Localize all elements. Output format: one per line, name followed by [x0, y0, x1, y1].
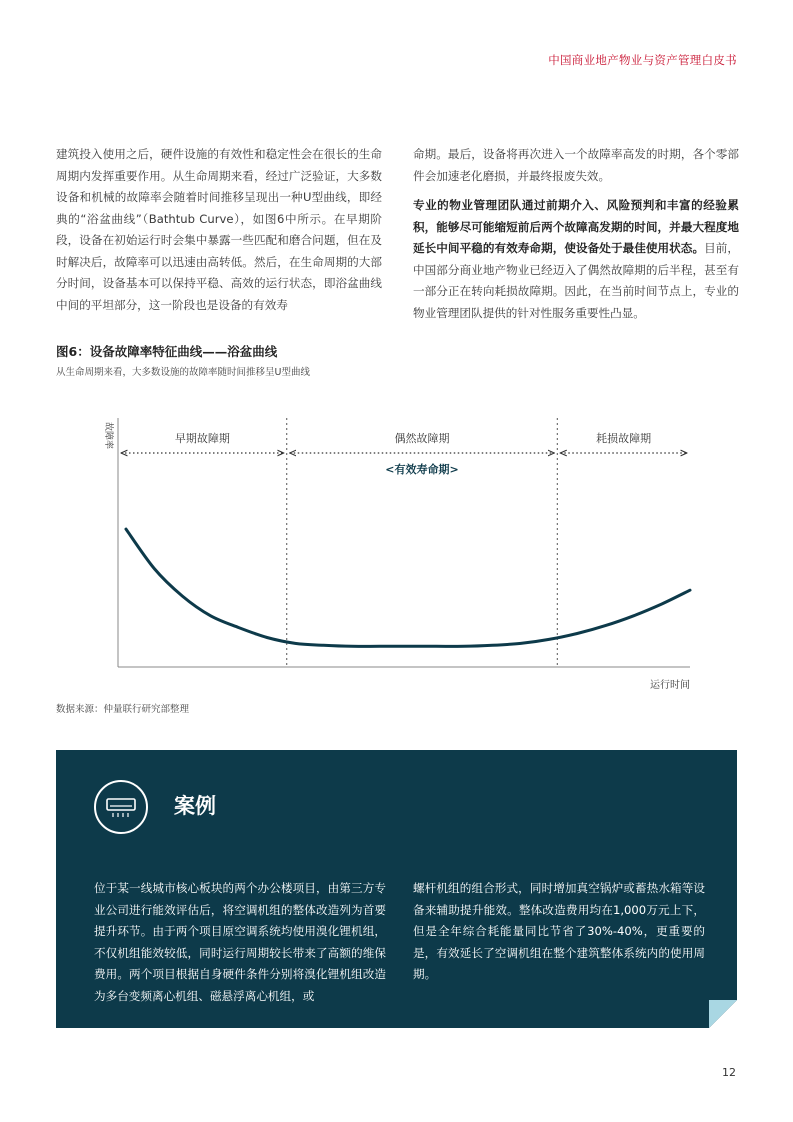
case-study-box	[56, 750, 737, 1028]
page-number: 12	[722, 1066, 736, 1079]
figure-subtitle: 从生命周期来看，大多数设施的故障率随时间推移呈U型曲线	[56, 367, 310, 378]
page-fold-corner	[709, 1000, 737, 1028]
phase-label-wearout: 耗损故障期	[596, 432, 652, 445]
y-axis-label: 故障率	[103, 422, 113, 450]
case-text-right: 螺杆机组的组合形式，同时增加真空锅炉或蓄热水箱等设备来辅助提升能效。整体改造费用均在1,000万元上下，但是全年综合耗能量同比节省了30%-40%，更重要的是，有效延长了空调机组在整个建筑整体系统内的使用周期。	[413, 881, 705, 981]
body-paragraph-left: 建筑投入使用之后，硬件设施的有效性和稳定性会在很长的生命周期内发挥重要作用。从生命周期来看，经过广泛验证，大多数设备和机械的故障率会随着时间推移呈现出一种U型曲线，即经典的“浴盆曲线”（Bathtub Curve），如图6中所示。在早期阶段，设备在初始运行时会集中暴露一些匹配和磨合问题，但在及时解决后，故障率可以迅速由高转低。然后，在生命周期的大部分时间，设备基本可以保持平稳、高效的运行状态，即浴盆曲线中间的平坦部分，这一阶段也是设备的有效寿	[56, 147, 382, 312]
failure-rate-curve	[126, 529, 690, 646]
body-paragraph-right-2-rest: 目前，中国部分商业地产物业已经迈入了偶然故障期的后半程，甚至有一部分正在转向耗损故障期。因此，在当前时间节点上，专业的物业管理团队提供的针对性服务重要性凸显。	[413, 241, 739, 320]
body-paragraph-right-1: 命期。最后，设备将再次进入一个故障率高发的时期，各个零部件会加速老化磨损，并最终报废失效。	[413, 147, 739, 183]
data-source: 数据来源：仲量联行研究部整理	[56, 704, 190, 715]
bold-highlight-text: 专业的物业管理团队通过前期介入、风险预判和丰富的经验累积，能够尽可能缩短前后两个故障高发期的时间，并最大程度地延长中间平稳的有效寿命期，使设备处于最佳使用状态。	[413, 198, 739, 255]
case-text-left: 位于某一线城市核心板块的两个办公楼项目，由第三方专业公司进行能效评估后，将空调机组的整体改造列为首要提升环节。由于两个项目原空调系统均使用溴化锂机组，不仅机组能效较低，同时运行周期较长带来了高额的维保费用。两个项目根据自身硬件条件分别将溴化锂机组改造为多台变频离心机组、磁悬浮离心机组，或	[94, 881, 386, 1003]
x-axis-label: 运行时间	[650, 680, 690, 691]
header-title: 中国商业地产物业与资产管理白皮书	[548, 53, 737, 67]
case-title: 案例	[174, 794, 216, 818]
air-conditioner-icon	[94, 780, 148, 834]
effective-life-annotation: <有效寿命期>	[385, 463, 459, 476]
phase-label-random: 偶然故障期	[394, 432, 450, 445]
figure-title: 图6：设备故障率特征曲线——浴盆曲线	[56, 344, 278, 359]
phase-label-early: 早期故障期	[174, 432, 230, 445]
